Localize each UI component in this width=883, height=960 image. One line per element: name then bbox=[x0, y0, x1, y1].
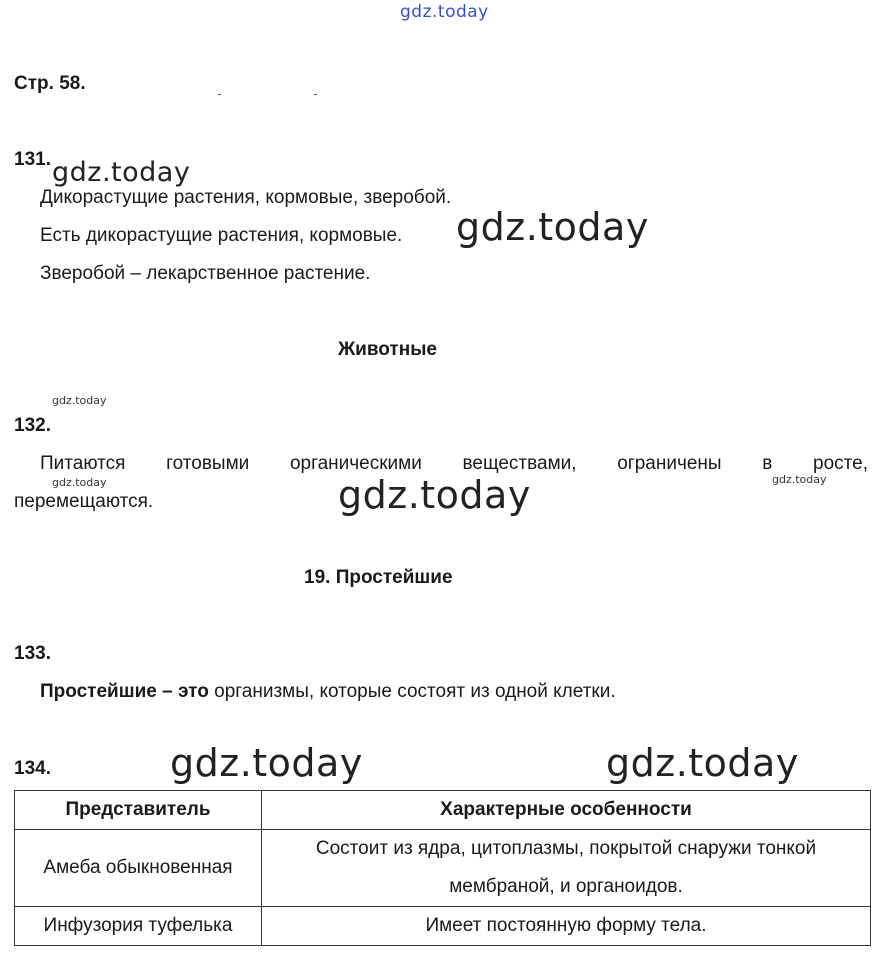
question-133-bold: Простейшие – это bbox=[40, 681, 209, 702]
word: Питаются bbox=[40, 453, 126, 474]
watermark-top: gdz.today bbox=[400, 2, 489, 22]
table-header: Характерные особенности bbox=[262, 791, 871, 830]
word: готовыми bbox=[166, 453, 250, 474]
table-row bbox=[15, 830, 871, 907]
scan-dot bbox=[218, 94, 221, 95]
watermark-tiny-2: gdz.today bbox=[772, 473, 827, 486]
question-131-line2: Есть дикорастущие растения, кормовые. bbox=[40, 225, 403, 246]
table-cell-desc bbox=[262, 830, 871, 907]
question-133-rest: организмы, которые состоят из одной клетки. bbox=[208, 681, 616, 702]
watermark-134-left: gdz.today bbox=[170, 741, 363, 785]
table-header: Представитель bbox=[15, 791, 262, 830]
watermark-131: gdz.today bbox=[52, 157, 191, 188]
representatives-table bbox=[14, 790, 871, 946]
section-protozoa-heading: 19. Простейшие bbox=[304, 567, 453, 588]
word: ограничены bbox=[617, 453, 722, 474]
word: веществами, bbox=[462, 453, 577, 474]
table-cell-desc: Имеет постоянную форму тела. bbox=[262, 907, 871, 946]
watermark-tiny-1: gdz.today bbox=[52, 394, 107, 407]
table-cell-desc-line: мембраной, и органоидов. bbox=[449, 876, 683, 897]
question-131-number: 131. bbox=[14, 149, 51, 170]
question-131-line3: Зверобой – лекарственное растение. bbox=[40, 263, 371, 284]
word: росте, bbox=[813, 453, 868, 474]
table-row bbox=[15, 907, 871, 946]
question-134-number: 134. bbox=[14, 758, 51, 779]
watermark-131-line2: gdz.today bbox=[456, 205, 649, 249]
question-132-line1 bbox=[40, 452, 868, 476]
question-132-number: 132. bbox=[14, 415, 51, 436]
question-132-line2: перемещаются. bbox=[14, 491, 154, 512]
table-cell-desc-line: Состоит из ядра, цитоплазмы, покрытой снаружи тонкой bbox=[315, 838, 817, 859]
question-131-line1: Дикорастущие растения, кормовые, зверобой. bbox=[40, 187, 452, 208]
watermark-tiny-3: gdz.today bbox=[52, 476, 107, 489]
page-label: Стр. 58. bbox=[14, 73, 86, 94]
word: в bbox=[762, 453, 773, 474]
question-133-answer bbox=[40, 680, 616, 704]
table-cell-name: Инфузория туфелька bbox=[15, 907, 262, 946]
watermark-132: gdz.today bbox=[338, 473, 531, 517]
table-header-row bbox=[15, 791, 871, 830]
word: органическими bbox=[289, 453, 422, 474]
section-animals-heading: Животные bbox=[338, 339, 437, 360]
table-cell-name: Амеба обыкновенная bbox=[15, 830, 262, 907]
scan-dot bbox=[314, 94, 317, 95]
question-133-number: 133. bbox=[14, 643, 51, 664]
watermark-134-right: gdz.today bbox=[606, 741, 799, 785]
